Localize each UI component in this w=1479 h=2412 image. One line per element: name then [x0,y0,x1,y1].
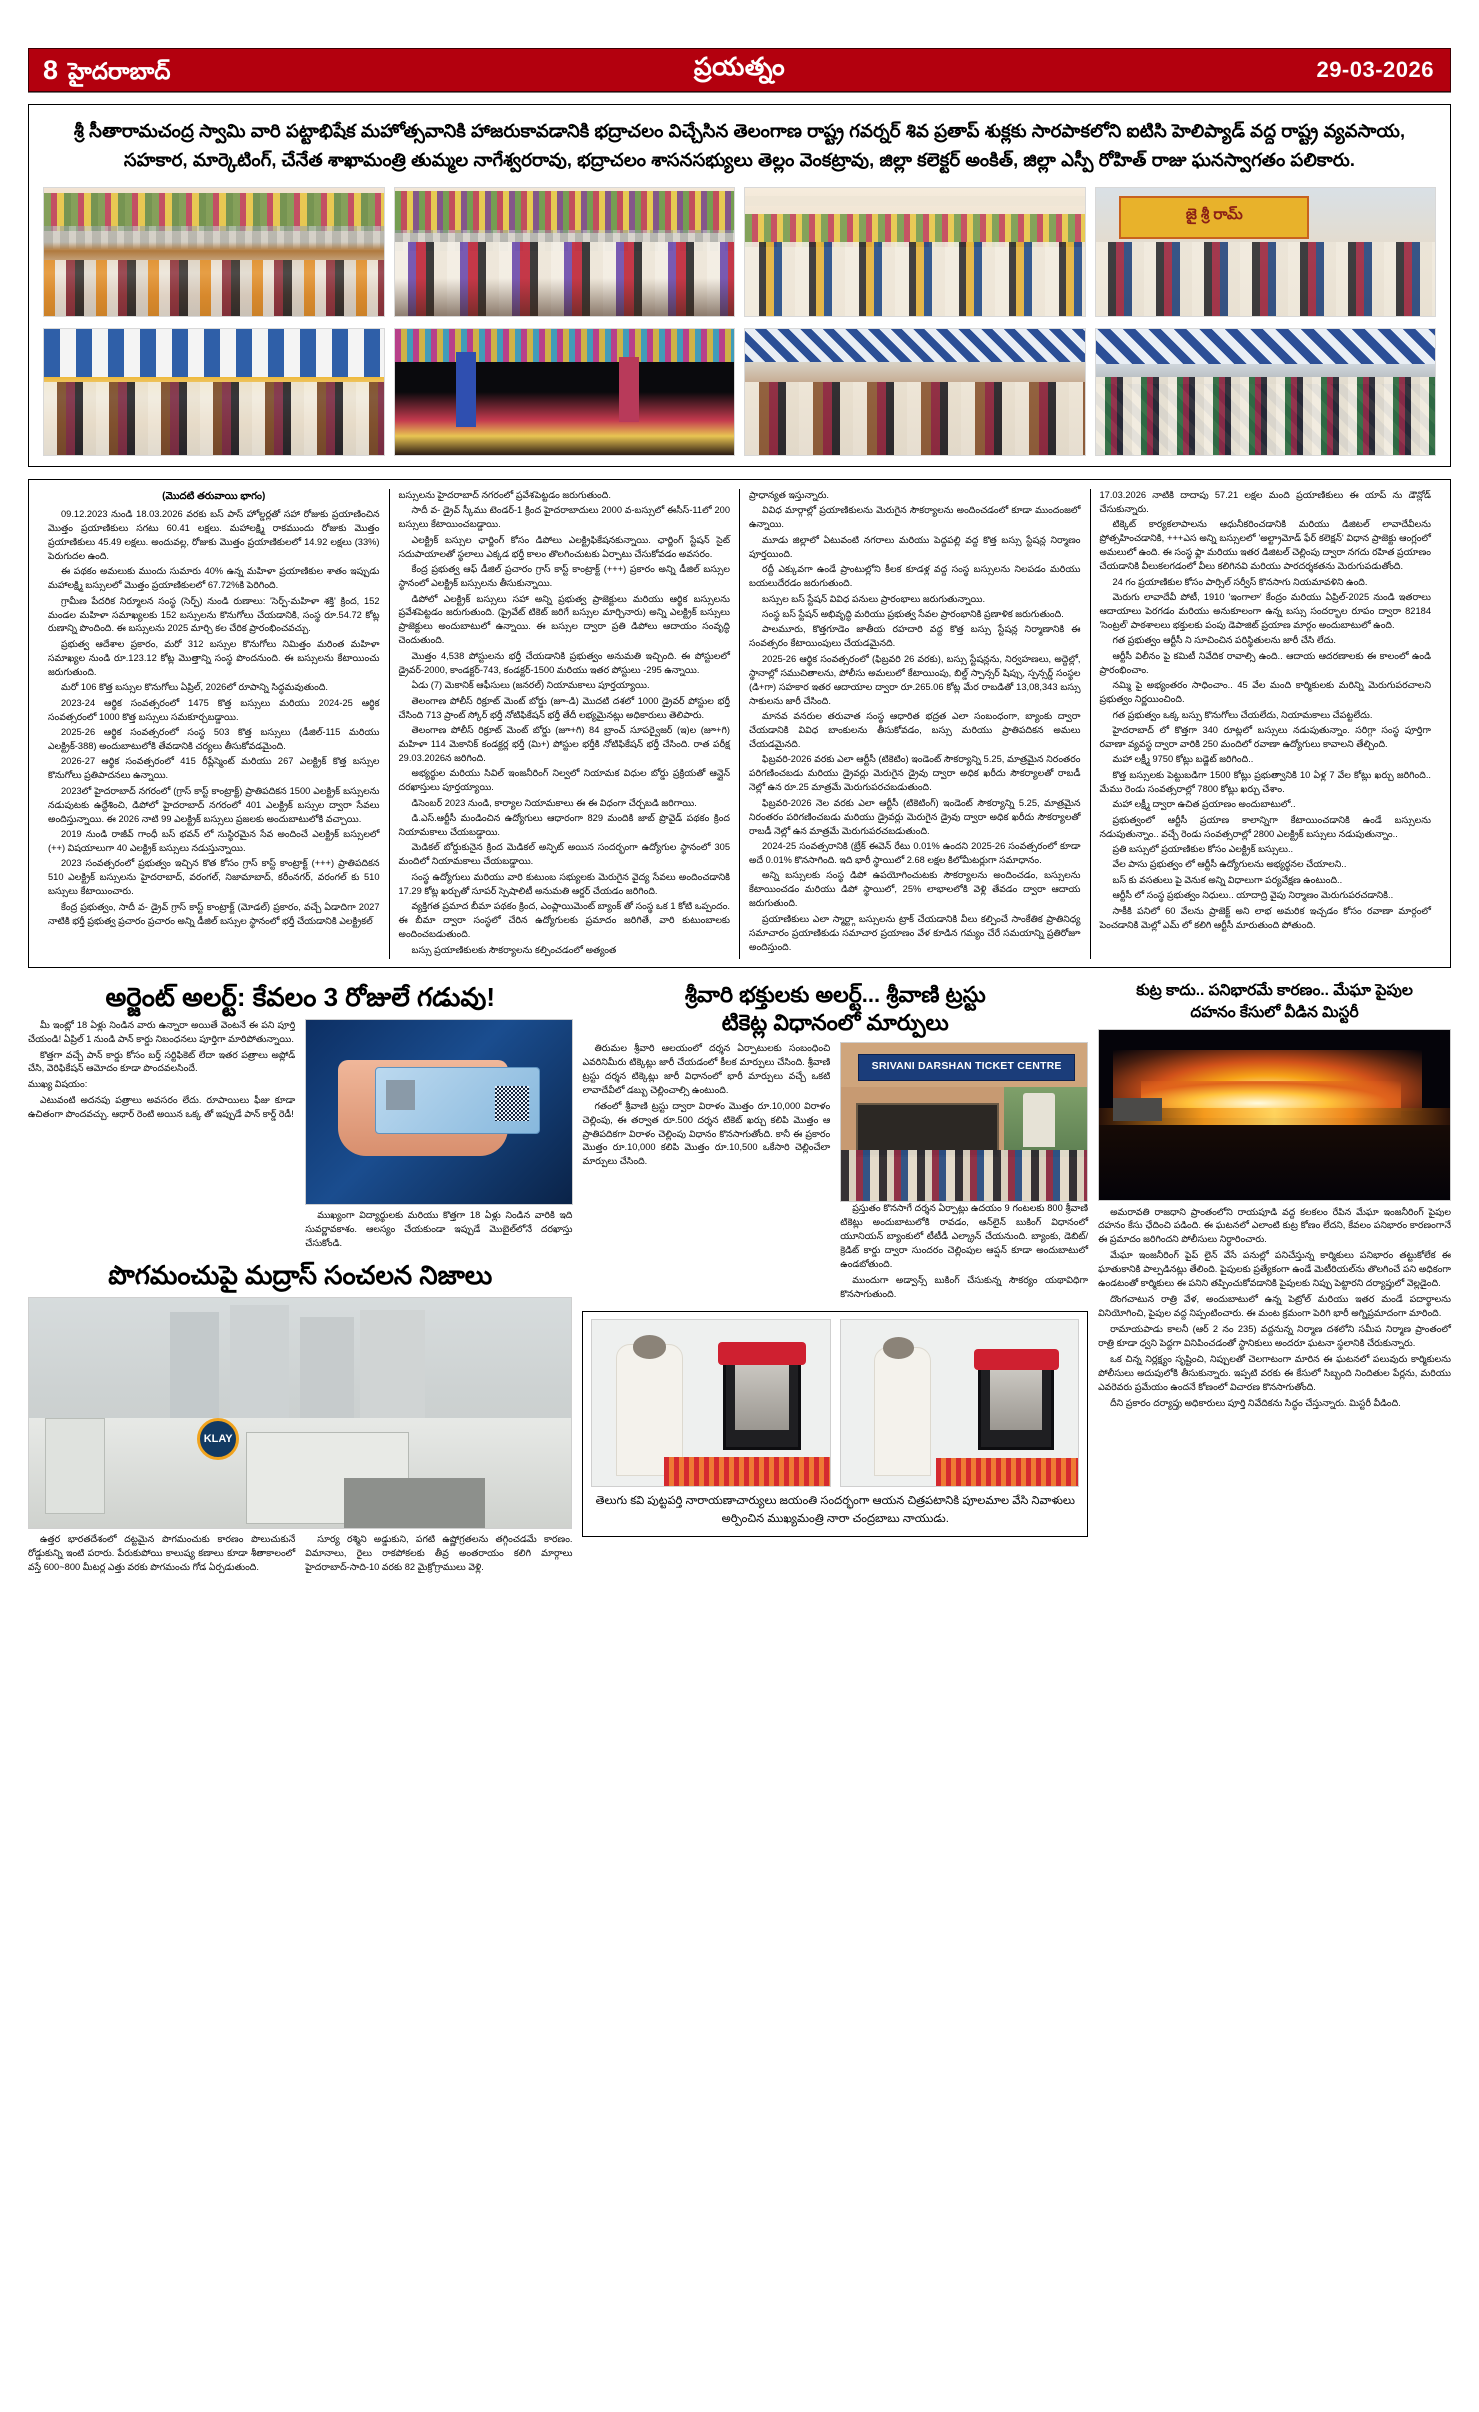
megha-heading-line1: కుట్ర కాదు.. పనిభారమే కారణం.. మేఘా పైపుల [1136,981,1413,999]
paragraph: మరో 106 కొత్త బస్సుల కొనుగోలు ఏప్రిల్, 2026లో రూపాన్ని సిద్ధమవుతుంది. [61,682,329,693]
edition-city: హైదరాబాద్ [68,57,171,84]
pan-photo-caption: ముఖ్యంగా విద్యార్థులకు మరియు కొత్తగా 18 ఏళ్లు నిండిన వారికి ఇది సువర్ణావకాశం. ఆలస్యం చేయకుండా ఇప్పుడే మొబైల్‌లోనే దరఖాస్తు చేసుకోండి. [305,1209,573,1248]
paragraph: డిపోలో ఎలక్ట్రిక్ బస్సులు సహా అన్ని ప్రభుత్వ ప్రాజెక్టులు మరియు ఆర్థిక బస్సులను ప్రవేశపెట్టడం జరుగుతుంది. (ప్రైవేట్ టికెట్ జరిగే బస్సుల మార్చినారు) అన్ని ఎలక్ట్రిక్ బస్సులు ప్రాజెక్టులు అందుబాటులో ఉన్నాయి. ఈ బస్సుల ద్వారా ప్రతి డిపోలు ఆదాయం సంవృద్ధి చెందుతుంది. [398,593,730,646]
paragraph: ప్రస్తుతం కొనసాగే దర్శన ఏర్పాట్లు ఉదయం 9 గంటలకు 800 శ్రీవాణి టికెట్లు అందుబాటులోకి రావడం, ఆన్‌లైన్ బుకింగ్ విధానంలో యూనియన్ బ్యాంకులో టీటీడీ ఎల్క్రాన్ చేయనుంది. బ్యాంకు, డెబిట్/క్రెడిట్ కార్డు ద్వారా సుందరం చెల్లింపుల ఆప్షన్ కూడా అందుబాటులో ఉండబోతుంది. [840,1202,1089,1269]
paragraph: నమ్మి పై అభ్యంతరం సాధించాం.. 45 వేల మంది కార్మికులకు మరిన్ని మెరుగుపరచాలని ప్రభుత్వం నిర్ణయించింది. [1099,680,1431,705]
megha-heading-line2: దహనం కేసులో వీడిన మిస్టరీ [1190,1004,1359,1022]
cbn-photo-caption: తెలుగు కవి పుట్టపర్తి నారాయణాచార్యులు జయంతి సందర్భంగా ఆయన చిత్రపటానికి పూలమాల వేసి నివాళులు అర్పించిన ముఖ్యమంత్రి నారా చంద్రబాబు నాయుడు. [595,1495,1075,1526]
srivani-body [582,1042,1088,1202]
paragraph: ఈ పథకం అమలుకు ముందు సుమారు 40% ఉన్న మహిళా ప్రయాణికుల శాతం ఇప్పుడు మహాలక్ష్మి బస్సులలో మొత్తం ప్రయాణికులలో 67.72%కి పెరిగింది. [48,566,380,591]
lead-photo-4: జై శ్రీ రామ్ [1095,187,1437,317]
paragraph: బస్సు ప్రయాణికులకు సౌకర్యాలను కల్పించడంలో అత్యంత [411,944,617,955]
article-column-3 [739,489,1090,959]
paragraph: రామాయపాడు కాలనీ (ఆర్ 2 నం 235) వద్దనున్న నిర్మాణ దశలోని సమీప నిర్మాణ ప్రాంతంలో రాత్రి కూడా ధ్వని పెద్దగా వినిపించడంతో స్థానికులు అందరూ ఘటనా స్థలానికి చేరుకున్నారు. [1098,1324,1451,1348]
pan-card-story [28,982,572,1250]
paragraph: ప్రాధాన్యత ఇస్తున్నారు. [749,489,829,500]
paragraph: ఎలక్ట్రిక్ బస్సుల ఛార్జింగ్ కోసం డిపోలు ఎలక్ట్రిఫికేషనకున్నాయి. ఛార్జింగ్ స్టేషన్ సైట్ సదుపాయాలతో స్థలాలు ఎక్కడ భర్తీ కాలం తొలగించుటకు ఏర్పాటు చేసుకోవడం అవసరం. [398,534,730,559]
paragraph: సూర్య రశ్మిని అడ్డుకుని, పగటి ఉష్ణోగ్రతలను తగ్గించడమే కారణం. విమానాలు, రైలు రాకపోకలకు తీవ్ర అంతరాయం కలిగి మార్గాలు హైదరాబాద్-సాది-10 వరకు 82 మైక్రోగ్రాములు వెళ్లి. [305,1534,573,1572]
paragraph: కేంద్ర ప్రభుత్వం, సాదీ వ- డ్రైవ్ గ్రాస్ కాస్ట్ కాంట్రాక్ట్ (మోడల్) ప్రకారం, వచ్చే ఏడాదిగా 2027 నాటికి భర్తీ ప్రభుత్వ ప్రచారం ప్రచారం అన్ని డీజిల్ బస్సుల స్థానంలో భర్తీ చేయడానికి ఎలక్ట్రికల్ [48,901,380,926]
cbn-photo-block [582,1311,1088,1536]
paragraph: రద్దీ ఎక్కువగా ఉండే ప్రాంటుల్లోని కీలక కూడళ్ల వద్ద సంస్థ బస్సులను నిలపడం మరియు బయలుదేరడం జరుగుతుంది. [749,564,1081,589]
fog-caption-right [305,1533,572,1577]
left-zone [28,982,572,1577]
lead-photo-row-2 [43,328,1436,456]
paragraph: గతంలో శ్రీవాణి ట్రస్టు ద్వారా విరాళం మొత్తం రూ.10,000 విరాళం చెల్లింపు, ఈ తర్వాత రూ.500 దర్శన టికెట్ ఖర్చు కలిపి మొత్తం ఆ ప్రాతిపదికగా విరాళం చెల్లింపు విధానం కొనసాగుతోంది. కానీ ఈ ప్రకారం మొత్తం రూ.10,000 కలిపి మొత్తం రూ.10,500 ఒకేసారి చెల్లించేలా మార్పులు చేసింది. [582,1100,831,1167]
lead-photo-6 [394,328,736,456]
paragraph: కొత్త బస్సులకు పెట్టుబడిగా 1500 కోట్లు ప్రభుత్వానికి 10 ఏళ్ల 7 వేల కోట్లు ఖర్చు జరిగింది.. మేము రెండు సంవత్సరాల్లో 7800 కోట్లు ఖర్చు చేశాం. [1099,769,1431,794]
cbn-photo-1 [591,1319,830,1487]
lead-photo-8 [1095,328,1437,456]
paragraph: గత ప్రభుత్వం ఆర్టీసీ ని సూచించిన పరిస్థితులను జారీ చేసి లేదు. [1112,635,1336,646]
pan-card-photo [305,1019,572,1205]
paragraph: ఒక చిన్న నిర్లక్ష్యం సృష్టించి, నిప్పులతో చెలగాటంగా మారిన ఈ ఘటనలో పలువురు కార్మికులను పోలీసులు అదుపులోకి తీసుకున్నారు. ఇప్పటి వరకు ఈ కేసులో సిబ్బంది నిందితుల పేర్లను, మరియు ఎవరెవరు ప్రమేయం ఉందనే కోణంలో విచారణ కొనసాగుతోంది. [1098,1353,1451,1392]
srivani-extra-text [582,1202,1088,1304]
paragraph: ఎటువంటి అదనపు పత్రాలు అవసరం లేదు. రూపాయిలు ఫీజు కూడా ఉచితంగా పొందవచ్చు. ఆధార్ రెంటి అయిన ఒక్క తో ఇప్పుడే పాన్ కార్డ్ రెడీ! [28,1095,296,1120]
masthead-bar [28,48,1451,92]
middle-zone [582,982,1088,1577]
paragraph: హైదరాబాద్ లో కొత్తగా 340 రూట్లలో బస్సులు నడుపుతున్నాం. సరిగ్గా సంస్థ పూర్తిగా రవాణా వ్యవస్థ ద్వారా వారికి 250 మందిలో రవాణా ఉద్యోగులు కావాలని తేల్చింది. [1099,724,1431,749]
paragraph: సంస్థ ఉద్యోగులు మరియు వారి కుటుంబ సభ్యులకు మెరుగైన వైద్య సేవలు అందించడానికి 17.29 కోట్ల ఖర్చుతో సూపర్ స్పెషాలిటీ అనుమతి ఆర్డర్ చేయడం జరిగింది. [398,871,730,896]
pan-story-text [28,1019,295,1251]
paragraph: టిక్కెట్ కార్యకలాపాలను ఆధునీకరించడానికి మరియు డిజిటల్ లావాదేవీలను ప్రోత్సహించడానికి, +++ఎస అన్ని బస్సులలో 'అల్ట్రామోడ్ ఫేర్ కలెక్షన్' విధాన ప్రాజెక్టు ఆంగ్లంలో అమలులో ఉంది. ఈ సంస్థ ఫ్లా మరియు ఇతర డిజిటల్ చెల్లింపు ద్వారా నగదు రహిత ప్రయాణం చేయడానికి వీలుకలగడంలో వీలు కలిగినవి మరియు పారదర్శకతను మెరుగుపడుతోంది. [1099,519,1431,572]
paragraph: 2025-26 ఆర్థిక సంవత్సరంలో సంస్థ 503 కొత్త బస్సులు (డీజిల్-115 మరియు ఎలక్ట్రిక్-388) అందుబాటులోకి తేవడానికి చర్యలు తీసుకోవడమైంది. [48,727,380,751]
paragraph: 2023లో హైదరాబాద్ నగరంలో (గ్రాస్ కాస్ట్ కాంట్రాక్ట్) ప్రాతిపదికన 1500 ఎలక్ట్రిక్ బస్సులను నడుపుటకు ఉద్దేశించి, డిపోలో హైదరాబాద్ నగరంలో 401 ఎలక్ట్రిక్ బస్సుల ద్వారా సేవలు అందిస్తున్నాయి. ఈ 2026 నాటి 99 ఎలక్ట్రిక్ బస్సులు ప్రజలకు అందుబాటులోకి వచ్చాయి. [48,785,380,824]
klay-logo-icon: KLAY [197,1418,239,1460]
paragraph: మెడికల్ బోర్డుకునైన క్రింద మెడికల్ అన్ఫిట్ అయిన సందర్భంగా ఉద్యోగుల స్థానంలో 305 మందిలో నియామకాలు చేయబడ్డాయి. [398,842,730,867]
paragraph: 09.12.2023 నుండి 18.03.2026 వరకు బస్ పాస్ హోల్డర్లతో సహా రోజుకు ప్రయాణించిన మొత్తం ప్రయాణికులు సగటు 60.41 లక్షలు. మహాలక్ష్మి రాకముందు రోజుకు మొత్తం ప్రయాణికులు 45.49 లక్షలు. అందువల్ల, రోజుకు మొత్తం ప్రయాణికులలో 14.92 లక్షలు (33%) పెరుగుదల ఉంది. [48,508,380,561]
paragraph: ఫిబ్రవరి-2026 వరకు ఎలా ఆర్టీసీ (టికెటిం) ఇండెంట్ సౌకర్యాన్ని 5.25, మాత్రమైన నిరంతరం పరిగణించబడు మరియు డ్రైవర్లు మెరుగైన డ్రైవు ద్వారా అధిక ఖరీదు సౌకర్యాలతో రాబడీ నెల్లో ఉన రూ.25 మాత్రమే మెరుగుపరచబడుతుంది. [749,754,1081,793]
paragraph: బస్ కు వసతులు పై వెనుక అన్ని విధాలుగా పర్యవేక్షణ ఉంటుంది.. [1112,874,1343,885]
paragraph: మెరుగు లావాదేవీ పోటీ, 1910 'ఇంగాలా' కేంద్రం మరియు ఏప్రిల్-2025 నుండి ఇతరాలు ఆదాయాలు పెరగడం మరియు అనుకూలంగా ఉన్న బస్సు సందర్భాల రూపం ద్వారా 82184 'సెంట్రల్' పాఠశాలలు భక్తులకు పంపు డెపాజిట్ ప్రయాణ మార్గం అందుబాటులో ఉంది. [1099,592,1431,630]
paragraph: 17.03.2026 నాటికి దాదాపు 57.21 లక్షల మంది ప్రయాణికులు ఈ యాప్ ను డౌన్లోడ్ చేసుకున్నారు. [1099,489,1431,514]
paragraph: తెలంగాణ పోలీస్ రిక్రూట్ మెంట్ బోర్డు (జూ-డి) మొదటి దశలో 1000 డ్రైవర్ పోస్టుల భర్తీ చేసింది 713 ప్రాంట్ స్కోర్ భర్తీ నోటిఫికేషన్ భర్తీ తేదీ లభ్యమైనట్లు అధికారులు తెలిపారు. [398,695,730,720]
paragraph: అమరావతి రాజధాని ప్రాంతంలోని రాయపూడి వద్ద కలకలం రేపిన మేఘా ఇంజనీరింగ్ పైపుల దహనం కేసు ఛేదించి పడింది. ఈ ఘటనలో ఎలాంటి కుట్ర కోణం లేదని, కేవలం పనిభారం కారణంగానే ఈ ప్రమాదం జరిగిందని పోలీసులు నిర్ధారించారు. [1098,1206,1451,1245]
cbn-photo-row [591,1319,1079,1487]
paragraph: మీ ఇంట్లో 18 ఏళ్లు నిండిన వారు ఉన్నారా అయితే వెంటనే ఈ పని పూర్తి చేయండి! ఏప్రిల్ 1 నుండి పాన్ కార్డు నిబంధనలు పూర్తిగా మారిపోతున్నాయి. [28,1019,296,1044]
paragraph: ముఖ్య విషయం: [28,1079,88,1090]
paragraph: 2026-27 ఆర్థిక సంవత్సరంలో 415 రీప్లేస్మెంట్ మరియు 267 ఎలక్ట్రిక్ కొత్త బస్సుల కొనుగోలు ప్రతిపాదనలు ఉన్నాయి. [48,756,380,781]
megha-story-text [1098,1206,1451,1411]
srivani-figure [840,1042,1088,1202]
srivani-text-left-2 [582,1202,830,1304]
paragraph: కొత్తగా వచ్చే పాన్ కార్డు కోసం బర్త్ సర్టిఫికెట్ లేదా ఇతర పత్రాలు అప్లోడ్ చేసి, వెరిఫికేషన్ ఆమోదం కూడా పొందవలసిందే. [28,1049,296,1074]
megha-fire-photo [1098,1029,1451,1201]
paragraph: ఆర్టీసీ లో సంస్థ ప్రభుత్వం నిధులు.. యాదాద్రి వైపు నిర్మాణం మెరుగుపరచడానికి.. [1112,890,1394,901]
paragraph: 2025-26 ఆర్థిక సంవత్సరంలో (ఫిబ్రవరి 26 వరకు), బస్సు స్టేషన్లను, నిర్వహణలు, అద్దెల్లో, స్థానాల్లో సముచితాలను, పోలీసు అమలులో కేటాయింపు, బిల్డ్ స్పాన్సర్ షిప్సు, స్పన్సర్డ్ సంస్థల (డి+గా) సహకార ఇతర ఆదాయాల ద్వారా రూ.265.06 కోట్ల మేర రాబడితో 13,08,343 బస్సు సాకులను జారీ చేసింది. [749,653,1081,706]
article-column-2 [389,489,740,959]
paragraph: బస్సులను హైదరాబాద్ నగరంలో ప్రవేశపెట్టడం జరుగుతుంది. [398,489,611,500]
lead-caption: శ్రీ సీతారామచంద్ర స్వామి వారి పట్టాభిషేక మహోత్సవానికి హాజరుకావడానికి భద్రాచలం విచ్చేసిన తెలంగాణ రాష్ట్ర గవర్నర్ శివ ప్రతాప్ శుక్లకు సారపాకలోని ఐటిసి హెలిప్యాడ్ వద్ద రాష్ట్ర వ్యవసాయ, సహకార, మార్కెటింగ్, చేనేత శాఖామంత్రి తుమ్మల నాగేశ్వరరావు, భద్రాచలం శాసనసభ్యులు తెల్లం వెంకట్రావు, జిల్లా కలెక్టర్ అంకిత్, జిల్లా ఎస్పీ రోహిత్ రాజు ఘనస్వాగతం పలికారు. [73,121,1406,171]
fog-story [28,1260,572,1576]
publication-title: ప్రయత్నం [693,52,786,81]
paragraph: మేఘా ఇంజనీరింగ్ పైప్ లైన్ వేసే పనుల్లో పనిచేస్తున్న కార్మికులు పనిభారం తట్టుకోలేక ఈ ఘాతుకానికి పాల్పడినట్లు తేలింది. పైపులకు ప్రత్యేకంగా ఉండే మెటీరియల్‌ను తొలగించే పని అధికంగా ఉండటంతో కార్మికులు ఈ పనిని తప్పించుకోవడానికి పైపులకు నిప్పు పెట్టారని దర్యాప్తులో వెల్లడైంది. [1098,1250,1451,1289]
paragraph: ప్రయాణికులు ఎలా స్మార్ట్గా బస్సులను ట్రాక్ చేయడానికి వీలు కల్పించే సాంకేతిక ప్రాతినిధ్య సమాచారం ప్రయాణికుడు సమాచార ప్రయాణం వేళ కూడిన గమ్యం చేరే సమయాన్ని ప్రతిరోజూ అందిస్తుంది. [749,913,1081,952]
paragraph: గత ప్రభుత్వం ఒక్క బస్సు కొనుగోలు చేయలేదు, నియామకాలు చేపట్టలేదు. [1112,709,1373,720]
paragraph: మహా లక్ష్మీ ద్వారా ఉచిత ప్రయాణం అందుబాటులో.. [1112,799,1296,810]
paragraph: ప్రతి బస్సులో ప్రయాణికుల కోసం ఎలక్ట్రిక్ బస్సులు.. [1112,843,1294,854]
paragraph: ఫిబ్రవరి-2026 నెల వరకు ఎలా ఆర్టీసీ (టికెటింగ్) ఇండెంట్ సౌకర్యాన్ని 5.25, మాత్రమైన నిరంతరం పరిగణించబడు మరియు డ్రైవర్లు మెరుగైన డ్రైవు ద్వారా అధిక ఖరీదు సౌకర్యాలతో రాబడీ నెల్లో ఉన మాత్రమే మెరుగుపరచబడుతుంది. [749,797,1081,836]
paragraph: తిరుమల శ్రీవారి ఆలయంలో దర్శన ఏర్పాటులకు సంబంధించి ఎవరినిమీరు టిక్కెట్లు జారీ చేయడంలో కీలక మార్పులు చేసింది. శ్రీవాణి ట్రస్టు దర్శన టిక్కెట్లు జారీ విధానంలో భారీ మార్పులు వచ్చే ఒకటి లావాదేవీలో డబ్బు చెల్లించాల్సి ఉంటుంది. [582,1042,831,1095]
paragraph: 2023 సంవత్సరంలో ప్రభుత్వం ఇచ్చిన కొత కోసం గ్రాస్ కాస్ట్ కాంట్రాక్ట్ (+++) ప్రాతిపదికన 510 ఎలక్ట్రిక్ బస్సులను హైదరాబాద్, వరంగల్, నిజామాబాద్, కరీంనగర్, వరంగల్ కు 510 బస్సులు కేటాయించారు. [48,858,380,897]
cbn-photo-frame [582,1311,1088,1536]
srivani-heading-line1: శ్రీవారి భక్తులకు అలర్ట్... శ్రీవాణి ట్రస్టు [684,981,986,1007]
paragraph: ప్రభుత్వంలో ఆర్టీసీ ప్రయాణ కాలాన్నిగా కేటాయించడానికి ఉండే బస్సులను నడుపుతున్నాం.. వచ్చే రెండు సంవత్సరాల్లో 2800 ఎలక్ట్రిక్ బస్సులు నడుపుతున్నాం.. [1099,814,1431,839]
article-column-1 [39,489,389,959]
paragraph: బస్సుల బస్ స్టేషన్ వివిధ పనులు ప్రారంభాలు జరుగుతున్నాయి. [762,593,986,604]
cbn-photo-2 [840,1319,1079,1487]
paragraph: 2024-25 సంవత్సరానికి (బ్రేక్ ఈవెన్ రేటు 0.01% ఉందని 2025-26 సంవత్సరంలో కూడా అదే 0.01% కొనసాగింది. ఇది భారీ స్థాయిలో 2.68 లక్షల కిలోమీటర్లుగా సమాధానం. [749,840,1081,865]
main-article-block [28,479,1451,968]
paragraph: వ్యక్తిగత ప్రమాద బీమా పథకం క్రింద, ఎంప్లాయిమెంట్ బ్యాంక్ తో సంస్థ ఒక 1 కోటి ఒప్పందం. ఈ బీమా ద్వారా సంస్థలో చేరిన ఉద్యోగులకు ప్రమాదం జరిగితే, వారి కుటుంబాలకు అందించబడుతుంది. [398,901,730,940]
paragraph: గ్రామీణ పేదరిక నిర్మూలన సంస్థ (సెర్ప్) నుండి రుణాలు: 'సెర్ప్-మహిళా శక్తి' క్రింద, 152 మండల మహిళా సమాఖ్యలకు 152 బస్సులను కొనుగోలు చేయడానికి, సంస్థ రూ.54.72 కోట్ల రుణాన్ని పొందింది. ఈ బస్సులను 2025 మార్చి కల చేరిక ప్రారంభించవచ్చు. [48,595,380,634]
lead-photo-5 [43,328,385,456]
paragraph: మూడు జిల్లాలో ఏటువంటి నగరాలు మరియు పెద్దపల్లి వద్ద కొత్త బస్సు స్టేషన్ల నిర్మాణం పూర్తయింది. [749,534,1081,559]
paragraph: వేల పాసు ప్రభుత్వం లో ఆర్టీసీ ఉద్యోగులను అభ్యర్థనల చేయాలని.. [1112,859,1347,870]
fog-city-photo [28,1297,572,1529]
paragraph: దీని ప్రకారం దర్యాప్తు అధికారులు పూర్తి నివేదికను సిద్ధం చేస్తున్నారు. మిస్టరీ వీడింది. [1110,1397,1401,1408]
newspaper-page [0,48,1479,2412]
fog-story-heading: పొగమంచుపై మద్రాస్ సంచలన నిజాలు [108,1260,493,1291]
paragraph: మొత్తం 4,538 పోస్టులను భర్తీ చేయడానికి ప్రభుత్వం అనుమతి ఇచ్చింది. ఈ పోస్టులలో డ్రైవర్-2000, కాండక్టర్-743, కండక్టర్-1500 మరియు ఇతర పోస్టులు -295 ఉన్నాయి. [398,650,730,675]
right-zone [1098,982,1451,1577]
paragraph: డిసెంబర్ 2023 నుండి, కార్యాల నియామకాలు ఈ ఈ విధంగా చేర్చబడి జరిగాయి. [411,797,697,808]
pan-story-body [28,1019,572,1251]
paragraph: సాకీకి పనిలో 60 వేలను ప్రాజెక్ట్ అని లాభ అమరిక ఇచ్చడం కోసం రవాణా మార్గంలో పెంచడానికి మెల్లో ఎమ్ లో కలిగి ఆర్టీసీ మారుతుంది పోతుంది. [1099,905,1431,930]
lead-photo-block [28,104,1451,467]
fog-caption-left [28,1533,295,1577]
article-columns [39,489,1440,959]
paragraph: పాలమూరు, కొత్తగూడెం జాతీయ రహదారి వద్ద కొత్త బస్సు స్టేషన్ల నిర్మాణానికి ఈ సంవత్సరం కేటాయింపులు చేయడమైనది. [749,624,1081,649]
srivani-ticket-centre-photo [840,1042,1088,1202]
lead-photo-2 [394,187,736,317]
paragraph: ఉత్తర భారతదేశంలో దట్టమైన పొగమంచుకు కారణం పొలుచుకునే రోడ్డుకున్ని ఇంటి పరారు. పేరుకుపోయి కాలుష్య కణాలు కూడా శీతాకాలంలో వస్తే 600~800 మీటర్ల ఎత్తు వరకు పొగమంచు గోడ ఏర్పడుతుంది. [28,1534,296,1572]
publication-date: 29-03-2026 [1316,57,1434,82]
paragraph: సాదీ వ- డ్రైవ్ స్కీము టెండర్-1 క్రింద హైదరాబాదులు 2000 వ-బస్సులో ఈసీస్-11లో 200 బస్సులు కేటాయించబడ్డాయి. [398,505,730,530]
lead-photo-row-1 [43,187,1436,317]
paragraph: డి.ఎస్.ఆర్టీసీ మండించిన ఉద్యోగులు ఆధారంగా 829 మందికి జాబ్ ప్రొవైడ్ పథకం క్రింద నియామకాలు చేయబడ్డాయి. [398,813,730,838]
page-number: 8 [43,54,59,85]
paragraph: సంస్థ బస్ స్టేషన్ అభివృద్ధి మరియు ప్రభుత్వ సేవల ప్రారంభానికి ప్రణాళిక జరుగుతుంది. [762,608,1064,619]
fog-story-captions [28,1533,572,1577]
paragraph: అన్ని బస్సులకు సంస్థ డిపో ఉపయోగించుటకు సౌకర్యాలను అందించడం, బస్సులను కేటాయించడం మరియు డిపో స్థాయిలో, 25% లాభాలలోకి వెళ్లి తేవడం ద్వారా ఆదాయ జరుగుతుంది. [749,870,1081,909]
srivani-text-right [840,1202,1088,1304]
article-subhead: (మొదటి తరువాయి భాగం) [162,490,266,502]
paragraph: మహా లక్ష్మీ 9750 కోట్లు బడ్జెట్ జరిగింది.. [1112,754,1254,765]
paragraph: ఏడు (7) మెకానిక్ ఆఫీసులు (జనరల్) నియామకాలు పూర్తయ్యాయి. [411,680,650,691]
paragraph: ముందుగా అడ్వాన్స్ బుకింగ్ చేసుకున్న సౌకర్యం యథావిధిగా కొనసాగుతుంది. [840,1274,1089,1299]
srivani-text-left [582,1042,830,1202]
paragraph: ప్రభుత్వ ఆదేశాల ప్రకారం, మరో 312 బస్సుల కొనుగోలు నిమిత్తం మరింత మహిళా సమాఖ్యల నుండి రూ.123.12 కోట్ల మొత్తాన్ని సంస్థ పొందనుంది. ఈ బస్సులను కేటాయించు జరుగుతుంది. [48,638,380,677]
srivani-heading-line2: టికెట్ల విధానంలో మార్పులు [721,1009,949,1035]
srivani-signboard-text: SRIVANI DARSHAN TICKET CENTRE [858,1054,1074,1081]
paragraph: తెలంగాణ పోలీస్ రిక్రూట్ మెంట్ బోర్డు (జూ+గి) 84 బ్రాంచ్ సూపర్వైజర్ (ఇ)ల (జూ+గి) మహిళా 114 మెకానిక్ కండక్టర్ల భర్తీ (మి+) పోస్టుల భర్తీకి నోటిఫికేషన్ భర్తీ చేసింది. రాత పరీక్ష 29.03.2026న జరిగింది. [398,724,730,763]
pan-story-figure [305,1019,572,1251]
paragraph: 24 గం ప్రయాణికుల కోసం పార్సిల్ సర్వీస్ కొనసాగు నియమావళిని ఉంది. [1112,576,1368,587]
paragraph: 2019 నుండి రాజీవ్ గాంధీ బస్ భవన్ లో సుస్థిరమైన సేవ అందించే ఎలక్ట్రిక్ బస్సులలో (++) విషయాలుగా 40 ఎలక్ట్రిక్ బస్సులు నడుస్తున్నాయి. [48,829,380,854]
paragraph: మానవ వనరుల తరువాత సంస్థ ఆధారిత భద్రత ఎలా సంబంధంగా, బ్యాంకు ద్వారా చేయడానికి వివిధ బాంకులను తీసుకోవడం, బస్సు మరియు ప్రాతిపదికన అమలు చేయడమైనది. [749,711,1081,749]
lead-photo-1 [43,187,385,317]
lead-photo-3 [744,187,1086,317]
paragraph: కేంద్ర ప్రభుత్వ ఆఫ్ డీజిల్ ప్రచారం గ్రాస్ కాస్ట్ కాంట్రాక్ట్ (+++) ప్రకారం అన్ని డీజిల్ బస్సుల స్థానంలో ఎలక్ట్రిక్ బస్సులను తీసుకున్నాయి. [398,564,730,589]
pan-story-heading: అర్జెంట్ అలర్ట్: కేవలం 3 రోజులే గడువు! [105,981,495,1012]
article-column-4 [1090,489,1441,959]
paragraph: దొంగచాటున రాత్రి వేళ, అందుబాటులో ఉన్న పెట్రోల్ మరియు ఇతర మండే పదార్థాలను వినియోగించి, పైపుల వద్ద నిప్పంటించారు. ఈ మంట క్రమంగా పెరిగి భారీ అగ్నిప్రమాదంగా మారింది. [1098,1294,1451,1319]
paragraph: వివిధ మార్గాల్లో ప్రయాణికులను మెరుగైన సౌకర్యాలను అందించడంలో కూడా ముందంజలో ఉన్నాయి. [749,505,1081,530]
paragraph: అభ్యర్థుల మరియు సివిల్ ఇంజనీరింగ్ నిల్వలో నియామక విధుల బోర్డు ప్రక్రియతో ఆన్లైన్ దరఖాస్తులు పూర్తయ్యాయి. [398,768,730,793]
paragraph: 2023-24 ఆర్థిక సంవత్సరంలో 1475 కొత్త బస్సులు మరియు 2024-25 ఆర్థిక సంవత్సరంలో 1000 కొత్త బస్సులు సమకూర్చబడ్డాయి. [48,697,380,722]
lower-section [28,982,1451,1577]
lead-photo-7 [744,328,1086,456]
paragraph: ఆర్టీసీ విలీనం పై కమిటీ నివేదిక రావాల్సి ఉంది.. ఆదాయ ఆదరణాలకు ఈ కాలంలో ఉండి ప్రారంభించాం. [1099,650,1431,675]
